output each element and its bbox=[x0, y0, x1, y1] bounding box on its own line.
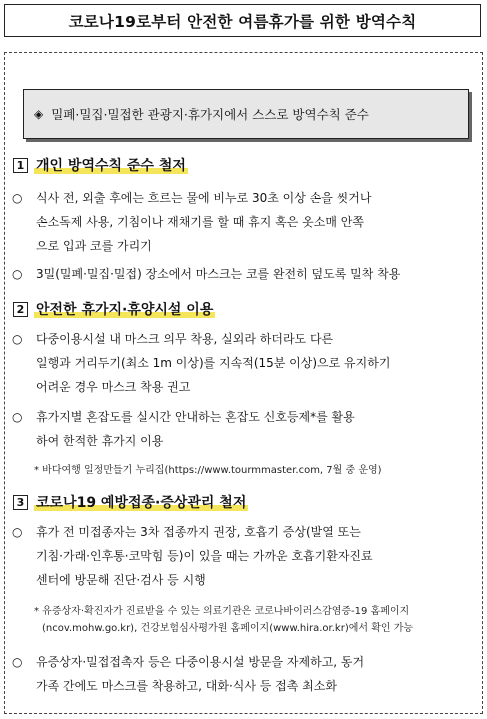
circle-bullet-icon: ○ bbox=[12, 267, 23, 281]
list-item bbox=[12, 650, 472, 698]
section-title: 안전한 휴가지·휴양시설 이용 bbox=[34, 299, 215, 319]
item-line: 식사 전, 외출 후에는 흐르는 물에 비누로 30초 이상 손을 씻거나 bbox=[36, 191, 372, 205]
list-item bbox=[12, 520, 472, 592]
page-title-text: 코로나19로부터 안전한 여름휴가를 위한 방역수칙 bbox=[68, 12, 417, 31]
list-item bbox=[12, 327, 472, 399]
item-line: 센터에 방문해 진단·검사 등 시행 bbox=[36, 573, 206, 587]
item-line: 손소독제 사용, 기침이나 재채기를 할 때 휴지 혹은 옷소매 안쪽 bbox=[36, 215, 364, 229]
section-3-heading bbox=[13, 492, 248, 512]
circle-bullet-icon: ○ bbox=[12, 525, 23, 539]
item-line: 휴가지별 혼잡도를 실시간 안내하는 혼잡도 신호등제*를 활용 bbox=[36, 410, 355, 424]
circle-bullet-icon: ○ bbox=[12, 332, 23, 346]
item-line: 유증상자·밀접접촉자 등은 다중이용시설 방문을 자제하고, 동거 bbox=[36, 655, 365, 669]
page-title bbox=[4, 4, 481, 37]
circle-bullet-icon: ○ bbox=[12, 655, 23, 669]
list-item bbox=[12, 262, 472, 286]
item-line: 일행과 거리두기(최소 1m 이상)를 지속적(15분 이상)으로 유지하기 bbox=[36, 356, 391, 370]
item-line: 어려운 경우 마스크 착용 권고 bbox=[36, 380, 191, 394]
item-line: 휴가 전 미접종자는 3차 접종까지 권장, 호흡기 증상(발열 또는 bbox=[36, 525, 361, 539]
footnote-line: (ncov.mohw.go.kr), 건강보험심사평가원 홈페이지(www.hira.or.kr)에서 확인 가능 bbox=[42, 623, 414, 634]
section-title: 코로나19 예방접종·증상관리 철저 bbox=[34, 492, 248, 512]
section-number-box: 3 bbox=[13, 495, 28, 510]
summary-box bbox=[23, 89, 469, 139]
item-line: 다중이용시설 내 마스크 의무 착용, 실외라 하더라도 다른 bbox=[36, 332, 334, 346]
item-line: 기침·가래·인후통·코막힘 등)이 있을 때는 가까운 호흡기환자진료 bbox=[36, 549, 373, 563]
section-number-box: 1 bbox=[13, 158, 28, 173]
section-title: 개인 방역수칙 준수 철저 bbox=[34, 155, 188, 175]
list-item bbox=[12, 186, 472, 258]
section-number-box: 2 bbox=[13, 302, 28, 317]
section-2-heading bbox=[13, 299, 215, 319]
item-line: 하여 한적한 휴가지 이용 bbox=[36, 434, 164, 448]
footnote: * 바다여행 일정만들기 누리집(https://www.tourmmaster.com, 7월 중 운영) bbox=[34, 465, 382, 476]
summary-text: 밀폐·밀집·밀접한 관광지·휴가지에서 스스로 방역수칙 준수 bbox=[51, 107, 369, 122]
section-1-heading bbox=[13, 155, 188, 175]
diamond-bullet-icon: ◈ bbox=[34, 107, 44, 121]
list-item bbox=[12, 405, 472, 453]
item-line: 으로 입과 코를 가리기 bbox=[36, 239, 152, 253]
circle-bullet-icon: ○ bbox=[12, 410, 23, 424]
footnote bbox=[34, 603, 474, 637]
circle-bullet-icon: ○ bbox=[12, 191, 23, 205]
footnote-line: * 유증상자·확진자가 진료받을 수 있는 의료기관은 코로나바이러스감염증-19 홈페이지 bbox=[34, 606, 410, 617]
item-line: 가족 간에도 마스크를 착용하고, 대화·식사 등 접촉 최소화 bbox=[36, 679, 337, 693]
item-line: 3밀(밀폐·밀집·밀접) 장소에서 마스크는 코를 완전히 덮도록 밀착 착용 bbox=[36, 267, 401, 281]
